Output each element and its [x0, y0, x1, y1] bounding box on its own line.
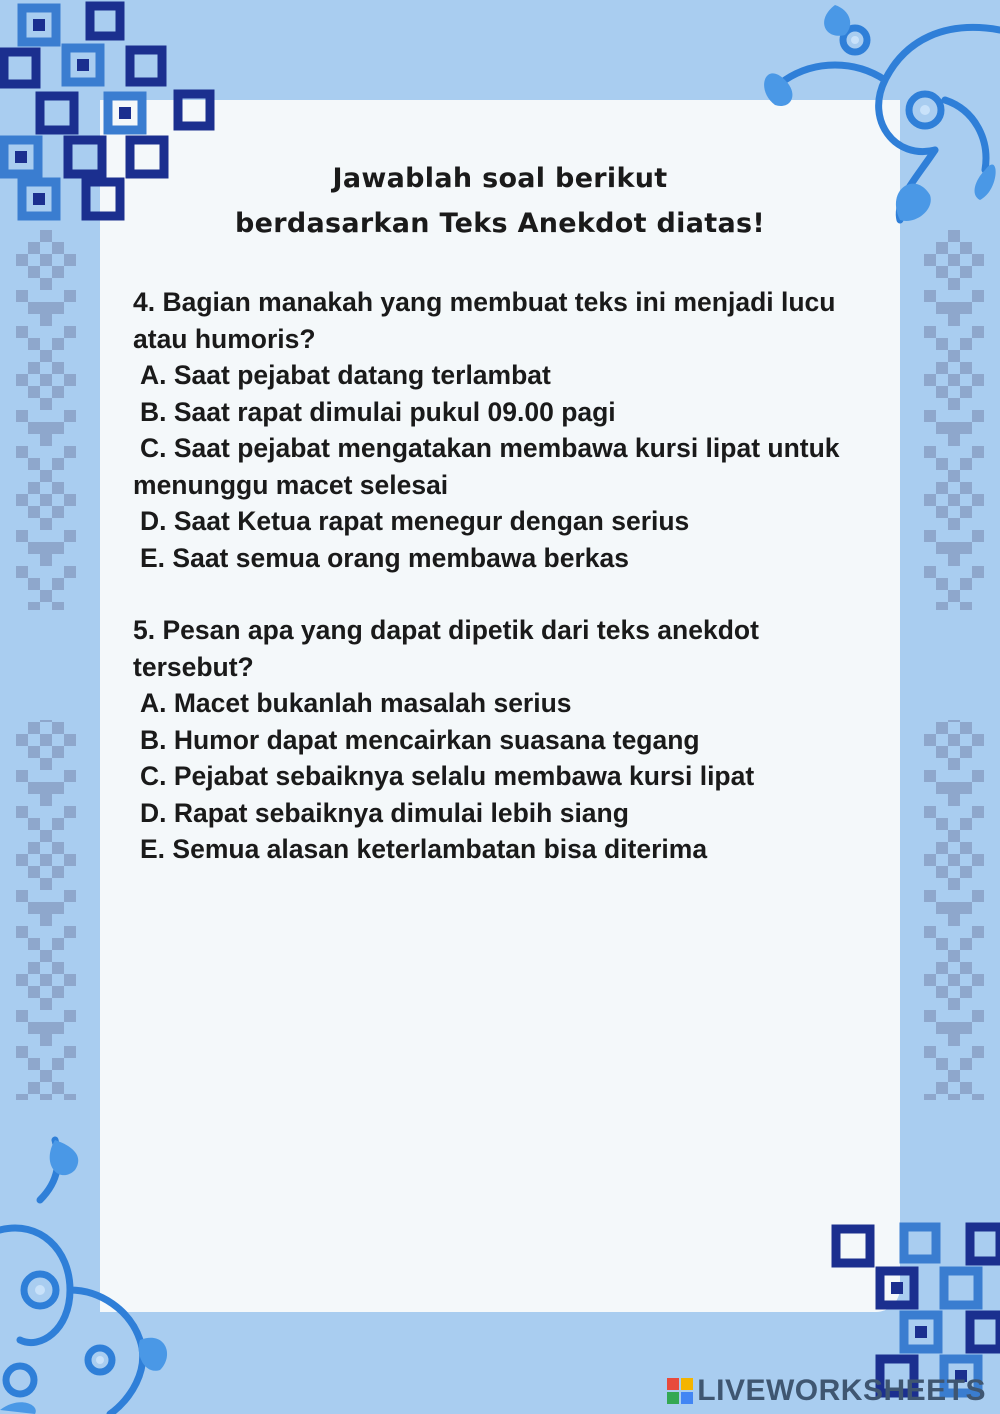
question-4-option-e[interactable]: E. Saat semua orang membawa berkas: [140, 542, 629, 573]
title-line-2: berdasarkan Teks Anekdot diatas!: [235, 208, 765, 239]
left-side-pattern: [16, 230, 76, 1100]
title-line-1: Jawablah soal berikut: [332, 163, 668, 194]
right-side-pattern: [924, 230, 984, 1100]
question-5-option-c[interactable]: C. Pejabat sebaiknya selalu membawa kursi lipat: [140, 761, 755, 791]
question-4-option-c[interactable]: C. Saat pejabat mengatakan membawa kursi lipat untuk menunggu macet selesai: [133, 433, 840, 500]
question-5-option-e[interactable]: E. Semua alasan keterlambatan bisa diterima: [140, 834, 708, 864]
question-5-option-d[interactable]: D. Rapat sebaiknya dimulai lebih siang: [140, 797, 629, 828]
question-5-prompt: 5. Pesan apa yang dapat dipetik dari teks anekdot tersebut?: [133, 615, 759, 682]
question-4-option-a[interactable]: A. Saat pejabat datang terlambat: [140, 360, 551, 390]
liveworksheets-logo-icon: [667, 1378, 693, 1404]
liveworksheets-watermark: [667, 1376, 986, 1406]
question-5: [133, 612, 873, 868]
question-4-option-b[interactable]: B. Saat rapat dimulai pukul 09.00 pagi: [140, 396, 616, 427]
watermark-text: LIVEWORKSHEETS: [697, 1374, 986, 1407]
worksheet-title: [100, 156, 900, 246]
question-4-prompt: 4. Bagian manakah yang membuat teks ini menjadi lucu atau humoris?: [133, 287, 836, 354]
question-4-option-d[interactable]: D. Saat Ketua rapat menegur dengan serius: [140, 506, 690, 536]
bottom-left-floral-ornament: [0, 1140, 210, 1414]
question-4: [133, 284, 873, 576]
question-5-option-a[interactable]: A. Macet bukanlah masalah serius: [140, 688, 572, 718]
question-5-option-b[interactable]: B. Humor dapat mencairkan suasana tegang: [140, 724, 700, 755]
